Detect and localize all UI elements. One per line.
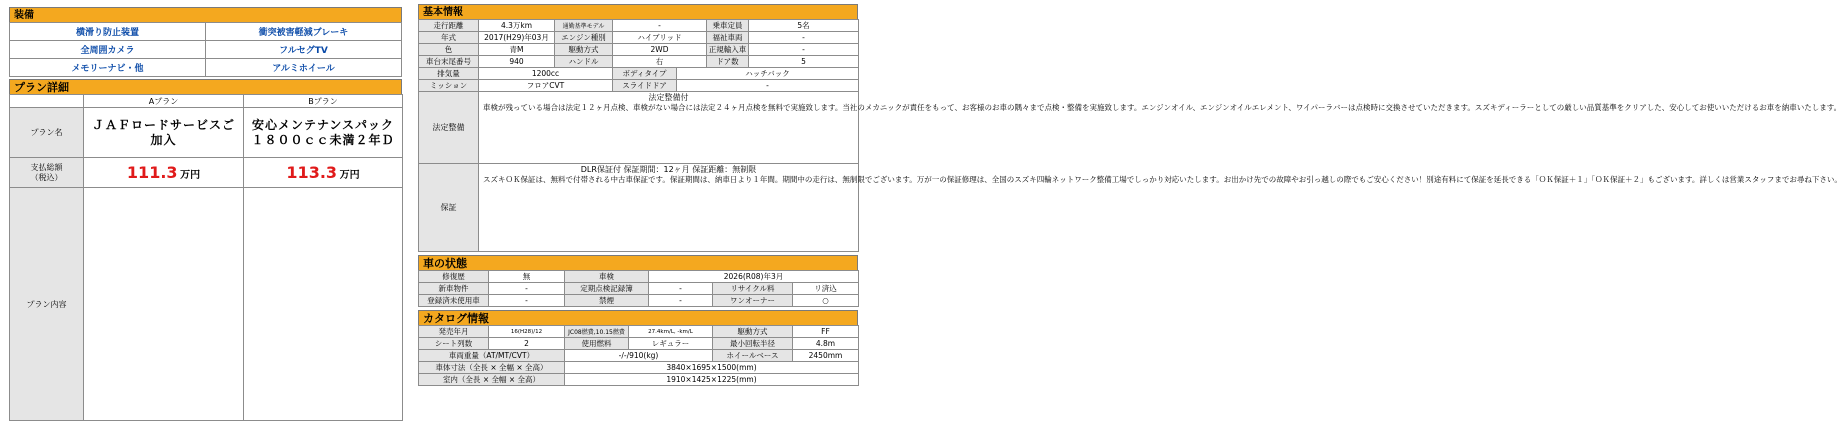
info-value: 940: [479, 56, 555, 68]
info-key: 福祉車両: [707, 32, 749, 44]
plan-b-content: [244, 188, 403, 421]
plan-a-header: Aプラン: [84, 95, 244, 108]
body-type-value: ハッチバック: [677, 68, 859, 80]
warranty-label: 保証: [419, 164, 479, 252]
oneowner-value: ○: [793, 295, 859, 307]
release-value: 16(H28)/12: [489, 326, 565, 338]
info-key: 色: [419, 44, 479, 56]
info-key: ハンドル: [555, 56, 613, 68]
shaken-value: 2026(R08)年3月: [649, 271, 859, 283]
plan-content-label: プラン内容: [10, 188, 84, 421]
slide-door-label: スライドドア: [613, 80, 677, 92]
wheelbase-label: ホイールベース: [713, 350, 793, 362]
plan-table: [9, 94, 403, 421]
info-key: 年式: [419, 32, 479, 44]
seats-value: 2: [489, 338, 565, 350]
plan-b-price: [244, 158, 403, 188]
mission-label: ミッション: [419, 80, 479, 92]
equipment-item: メモリーナビ・他: [10, 59, 206, 77]
newcar-label: 新車物件: [419, 283, 489, 295]
equipment-table: [9, 22, 402, 77]
repair-value: 無: [489, 271, 565, 283]
shaken-label: 車検: [565, 271, 649, 283]
interior-label: 室内（全長 × 全幅 × 全高）: [419, 374, 565, 386]
plan-name-label: プラン名: [10, 108, 84, 158]
info-value: 4.3万km: [479, 20, 555, 32]
repair-label: 修復歴: [419, 271, 489, 283]
recycle-label: リサイクル料: [713, 283, 793, 295]
right-column: [418, 4, 1842, 434]
plan-b-header: Bプラン: [244, 95, 403, 108]
equipment-item: アルミホイール: [206, 59, 402, 77]
recycle-value: リ済込: [793, 283, 859, 295]
seats-label: シート列数: [419, 338, 489, 350]
interior-value: 1910×1425×1225(mm): [565, 374, 859, 386]
size-label: 車体寸法（全長 × 全幅 × 全高）: [419, 362, 565, 374]
unused-value: -: [489, 295, 565, 307]
radius-value: 4.8m: [793, 338, 859, 350]
info-key: 乗車定員: [707, 20, 749, 32]
info-key: エンジン種別: [555, 32, 613, 44]
fuel-std-label: JC08燃費,10.15燃費: [565, 326, 629, 338]
smoke-value: -: [649, 295, 713, 307]
equipment-item: フルセグTV: [206, 41, 402, 59]
info-key: 通勤基準モデル: [555, 20, 613, 32]
record-value: -: [649, 283, 713, 295]
catalog-table: [418, 325, 859, 386]
info-key: ドア数: [707, 56, 749, 68]
info-value: -: [749, 44, 859, 56]
plan-corner: [10, 95, 84, 108]
warranty-content: [479, 164, 1842, 252]
info-value: -: [613, 20, 707, 32]
oneowner-label: ワンオーナー: [713, 295, 793, 307]
equipment-item: 横滑り防止装置: [10, 23, 206, 41]
info-value: 2017(H29)年03月: [479, 32, 555, 44]
info-value: 5: [749, 56, 859, 68]
slide-door-value: -: [677, 80, 859, 92]
drive-value: FF: [793, 326, 859, 338]
radius-label: 最小回転半径: [713, 338, 793, 350]
basic-info-table: [418, 19, 1842, 252]
smoke-label: 禁煙: [565, 295, 649, 307]
inspection-content: [479, 92, 1842, 164]
left-column: [9, 7, 402, 437]
warranty-title: DLR保証付 保証期間：12ヶ月 保証距離：無制限: [580, 165, 757, 174]
record-label: 定期点検記録簿: [565, 283, 649, 295]
equipment-item: 衝突被害軽減ブレーキ: [206, 23, 402, 41]
info-value: 2WD: [613, 44, 707, 56]
plan-b-name: 安心メンテナンスパック１８００ｃｃ未満２年Ｄ: [244, 108, 403, 158]
equipment-header: 装備: [9, 7, 402, 22]
fuel-label: 使用燃料: [565, 338, 629, 350]
weight-value: -/-/910(kg): [565, 350, 713, 362]
displacement-value: 1200cc: [479, 68, 613, 80]
release-label: 発売年月: [419, 326, 489, 338]
plan-a-name: ＪＡＦロードサービスご加入: [84, 108, 244, 158]
info-key: 駆動方式: [555, 44, 613, 56]
inspection-label: 法定整備: [419, 92, 479, 164]
weight-label: 車両重量（AT/MT/CVT）: [419, 350, 565, 362]
size-value: 3840×1695×1500(mm): [565, 362, 859, 374]
unused-label: 登録済未使用車: [419, 295, 489, 307]
info-value: 右: [613, 56, 707, 68]
inspection-title: 法定整備付: [648, 93, 689, 102]
condition-header: 車の状態: [418, 255, 858, 270]
warranty-text: スズキＯＫ保証は、無料で付帯される中古車保証です。保証期間は、納車日より１年間。期間中の走行は、無制限でございます。万が一の保証修理は、全国のスズキ四輪ネットワーク整備工場でしっかり対応いたします。お出かけ先での故障やお引っ越しの際でもご安心ください！別途有料にて保証を延長できる「ＯＫ保証＋１」「ＯＫ保証＋２」もございます。詳しくは営業スタッフまでお尋ね下さい。: [483, 175, 1842, 185]
plan-a-price-unit: 万円: [180, 170, 201, 181]
fuel-value: レギュラー: [629, 338, 713, 350]
wheelbase-value: 2450mm: [793, 350, 859, 362]
plan-a-price: [84, 158, 244, 188]
plan-b-price-value: 113.3: [286, 163, 338, 182]
price-label-line2: （税込）: [30, 172, 63, 182]
condition-table: [418, 270, 859, 307]
price-label: [10, 158, 84, 188]
displacement-label: 排気量: [419, 68, 479, 80]
drive-label: 駆動方式: [713, 326, 793, 338]
plan-b-price-unit: 万円: [339, 170, 360, 181]
info-value: -: [749, 32, 859, 44]
equipment-item: 全周囲カメラ: [10, 41, 206, 59]
plan-a-price-value: 111.3: [126, 163, 178, 182]
fuel-std-value: 27.4km/L, -km/L: [629, 326, 713, 338]
body-type-label: ボディタイプ: [613, 68, 677, 80]
newcar-value: -: [489, 283, 565, 295]
info-key: 走行距離: [419, 20, 479, 32]
catalog-header: カタログ情報: [418, 310, 858, 325]
info-key: 正規輸入車: [707, 44, 749, 56]
mission-value: フロアCVT: [479, 80, 613, 92]
info-value: ハイブリッド: [613, 32, 707, 44]
price-label-line1: 支払総額: [30, 162, 63, 172]
plan-header: プラン詳細: [9, 79, 402, 94]
basic-info-header: 基本情報: [418, 4, 858, 19]
info-key: 車台末尾番号: [419, 56, 479, 68]
info-value: 青M: [479, 44, 555, 56]
inspection-text: 車検が残っている場合は法定１２ヶ月点検、車検がない場合には法定２４ヶ月点検を無料で実施致します。当社のメカニックが責任をもって、お客様のお車の隅々まで点検・整備を実施致します。エンジンオイル、エンジンオイルエレメント、ワイパーラバーは点検時に交換させていただきます。スズキディーラーとしての厳しい品質基準をクリアした、安心してお使いいただけるお車を納車いたします。: [483, 103, 1842, 113]
info-value: 5名: [749, 20, 859, 32]
plan-a-content: [84, 188, 244, 421]
